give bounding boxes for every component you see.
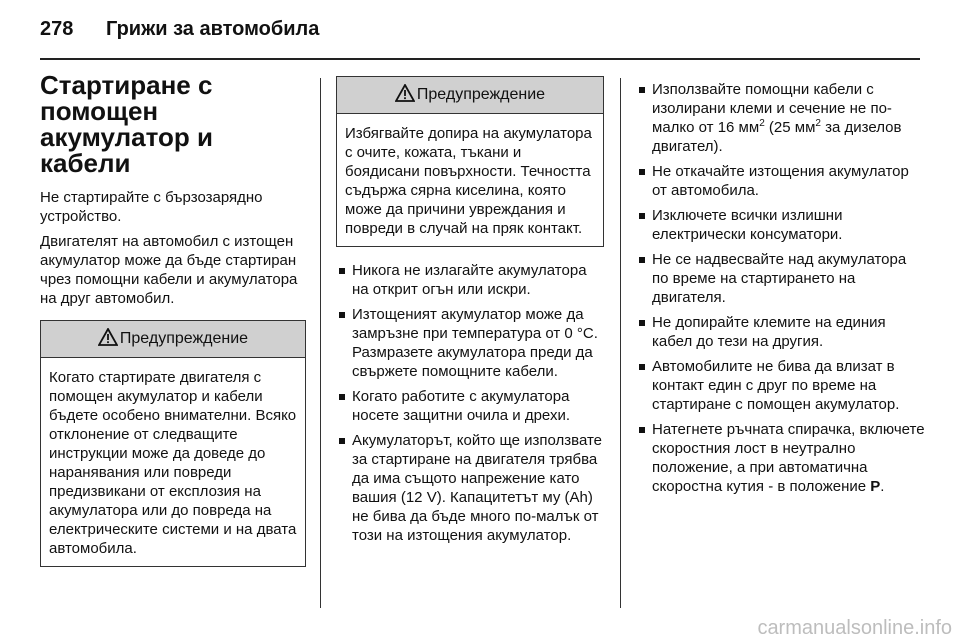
list-item-text: за дизелов двигател). <box>652 119 902 155</box>
list-item <box>636 162 926 200</box>
warning-header <box>337 77 603 114</box>
list-item <box>636 206 926 244</box>
superscript: 2 <box>759 118 765 129</box>
list-item-text: Използвайте помощни кабели с изолирани клеми и сечение не по-малко от 16 мм <box>652 81 892 136</box>
list-item-text: Изключете всички излишни електрически консуматори. <box>652 207 843 243</box>
bullet-square-icon <box>639 87 645 93</box>
page-number: 278 <box>40 18 74 40</box>
column-1 <box>40 72 306 581</box>
section-title: Стартиране с помощен акумулатор и кабели <box>40 70 213 178</box>
list-item-text: Акумулаторът, който ще използвате за стартиране на двигателя трябва да има същото напрежение като вашия (12 V). Капацитетът му (Ah) не бива да бъде много по-малък от този на изтощения акумулатор. <box>352 432 603 544</box>
list-item <box>336 305 604 381</box>
bullet-square-icon <box>639 169 645 175</box>
bullet-square-icon <box>339 268 345 274</box>
list-item-text: Не откачайте изтощения акумулатор от автомобила. <box>652 163 909 199</box>
list-item <box>336 431 604 545</box>
list-item-text: Не допирайте клемите на единия кабел до тези на другия. <box>652 314 886 350</box>
paragraph: Двигателят на автомобил с изтощен акумулатор може да бъде стартиран чрез помощни кабели и акумулатора на друг автомобил. <box>40 233 298 307</box>
bullet-square-icon <box>339 394 345 400</box>
superscript: 2 <box>815 118 821 129</box>
list-item-text: . <box>880 478 885 495</box>
list-item-text: Не се надвесвайте над акумулатора по време на стартирането на двигателя. <box>652 251 907 306</box>
warning-text: Избягвайте допира на акумулатора с очите, кожата, тъкани и боядисани повърхности. Течността съдържа сярна киселина, която може да причини увреждания и повреди в случай на пряк контакт. <box>345 125 592 237</box>
column-divider <box>320 78 321 608</box>
bullet-list <box>636 80 926 496</box>
bullet-square-icon <box>639 257 645 263</box>
list-item <box>636 420 926 496</box>
column-2 <box>336 76 604 551</box>
bullet-list <box>336 261 604 545</box>
warning-box <box>40 320 306 567</box>
list-item-text: (25 мм <box>764 119 816 136</box>
bullet-square-icon <box>339 312 345 318</box>
list-item <box>636 80 926 156</box>
column-3 <box>636 80 926 502</box>
bullet-square-icon <box>639 320 645 326</box>
list-item <box>636 250 926 307</box>
header-rule <box>40 58 920 60</box>
warning-header <box>41 321 305 358</box>
warning-box <box>336 76 604 247</box>
list-item-text: Когато работите с акумулатора носете защитни очила и дрехи. <box>352 388 570 424</box>
gear-position-label: P <box>870 478 881 495</box>
warning-text: Когато стартирате двигателя с помощен акумулатор и кабели бъдете особено внимателни. Всяко отклонение от следващите инструкции може да доведе до наранявания или повреди предизвикани от експлозия на акумулатора или до повреда на електрическите системи и на двата автомобила. <box>49 369 297 557</box>
column-divider <box>620 78 621 608</box>
watermark: carmanualsonline.info <box>757 617 952 639</box>
list-item-text: Никога не излагайте акумулатора на открит огън или искри. <box>352 262 587 298</box>
list-item <box>336 261 604 299</box>
page-header <box>40 18 920 48</box>
paragraph: Не стартирайте с бързозарядно устройство. <box>40 189 263 225</box>
bullet-square-icon <box>639 364 645 370</box>
warning-title: Предупреждение <box>119 330 249 347</box>
list-item-text: Изтощеният акумулатор може да замръзне при температура от 0 °C. Размразете акумулатора преди да свържете помощните кабели. <box>352 306 598 380</box>
warning-triangle-icon <box>98 328 118 346</box>
bullet-square-icon <box>639 213 645 219</box>
list-item <box>336 387 604 425</box>
warning-title: Предупреждение <box>416 86 546 103</box>
bullet-square-icon <box>639 427 645 433</box>
list-item <box>636 313 926 351</box>
warning-triangle-icon <box>395 84 415 102</box>
chapter-title: Грижи за автомобила <box>106 18 320 40</box>
list-item-text: Натегнете ръчната спирачка, включете скоростния лост в неутрално положение, а при автоматична скоростна кутия - в положение <box>652 421 925 495</box>
list-item <box>636 357 926 414</box>
list-item-text: Автомобилите не бива да влизат в контакт един с друг по време на стартиране с помощен акумулатор. <box>652 358 900 413</box>
bullet-square-icon <box>339 438 345 444</box>
